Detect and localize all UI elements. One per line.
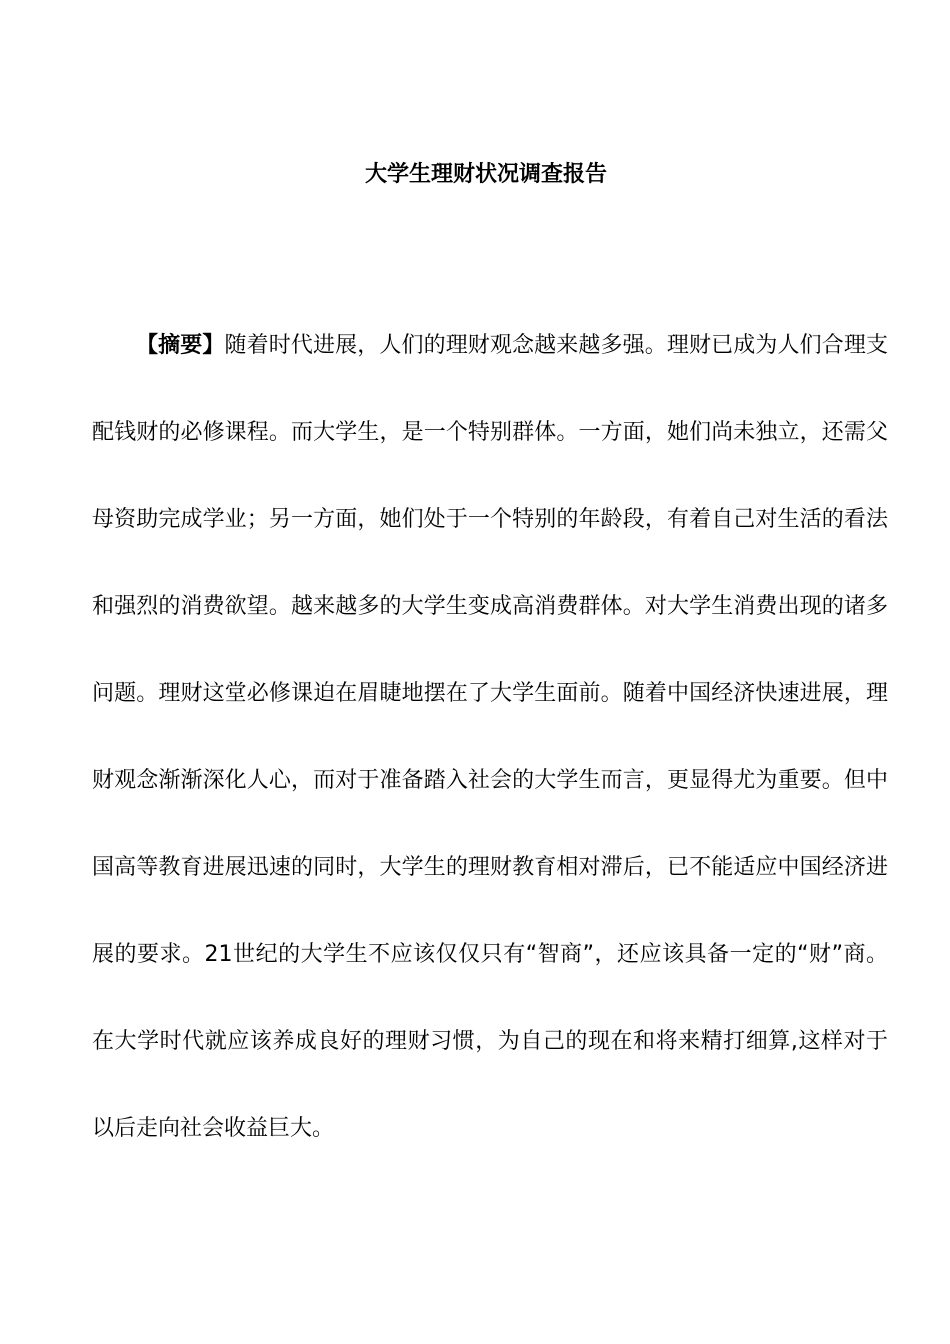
abstract-paragraph [92, 302, 888, 1172]
abstract-label: 【摘要】 [136, 333, 225, 358]
document-title: 大学生理财状况调查报告 [364, 162, 607, 187]
abstract-text: 随着时代进展，人们的理财观念越来越多强。理财已成为人们合理支配钱财的必修课程。而大学生，是一个特别群体。一方面，她们尚未独立，还需父母资助完成学业；另一方面，她们处于一个特别的年龄段，有着自己对生活的看法和强烈的消费欲望。越来越多的大学生变成高消费群体。对大学生消费出现的诸多问题。理财这堂必修课迫在眉睫地摆在了大学生面前。随着中国经济快速进展，理财观念渐渐深化人心，而对于准备踏入社会的大学生而言，更显得尤为重要。但中国高等教育进展迅速的同时，大学生的理财教育相对滞后，已不能适应中国经济进展的要求。21世纪的大学生不应该仅仅只有“智商”，还应该具备一定的“财”商。在大学时代就应该养成良好的理财习惯，为自己的现在和将来精打细算,这样对于以后走向社会收益巨大。 [92, 333, 888, 1141]
